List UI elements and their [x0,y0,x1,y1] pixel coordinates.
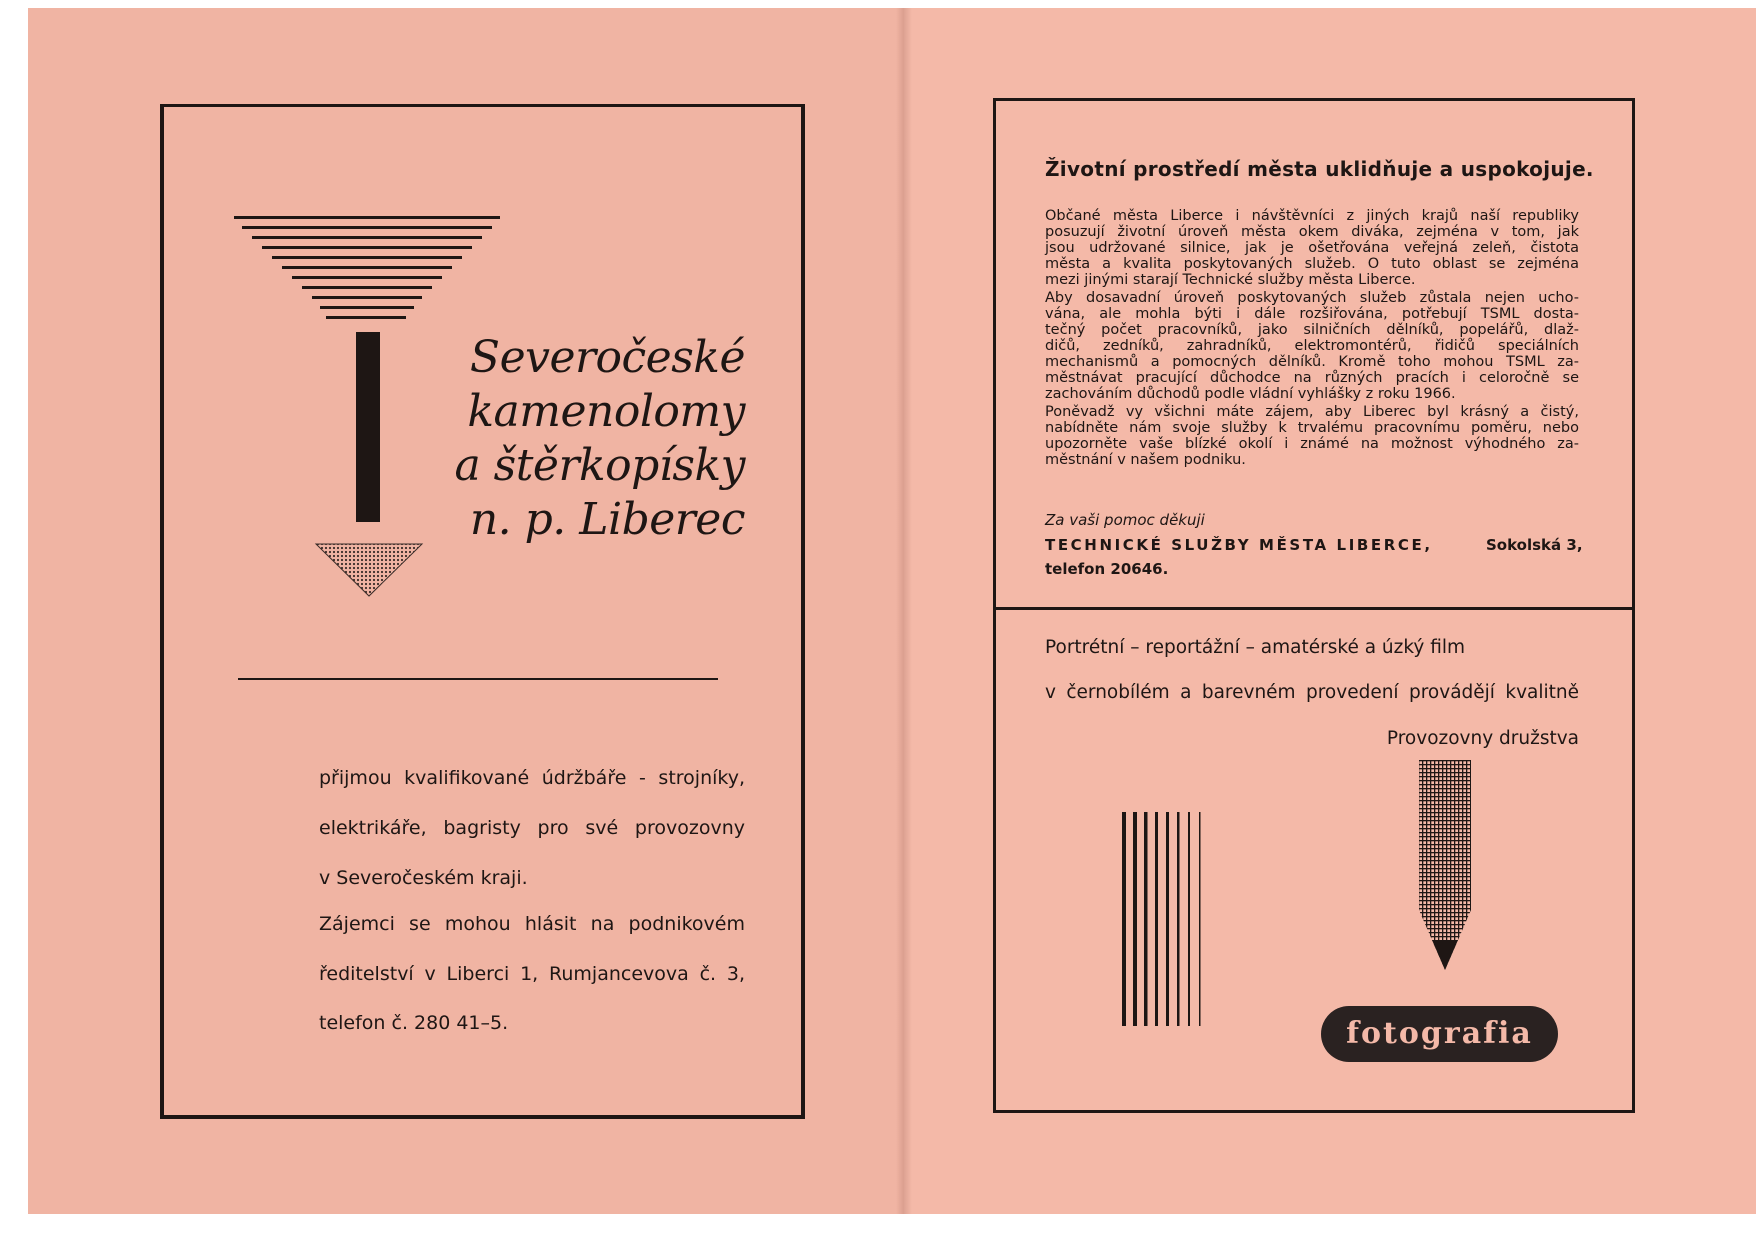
right-ad-body-line: nabídněte nám svoje služby k trvalému pracovnímu poměru, nebo [1045,420,1579,436]
right-ad-body-line: dičů, zedníků, zahradníků, elektromontérů, řidičů speciálních [1045,338,1579,354]
pencil-grid-icon [1418,760,1472,970]
right-ad-signature-name: TECHNICKÉ SLUŽBY MĚSTA LIBERCE, [1045,536,1433,554]
company-name-line: Severočeské [469,332,745,383]
right-ad-body-line: města a kvalita poskytovaných služeb. O tuto oblast se zejména [1045,256,1579,272]
right-ad-body-line: upozorněte vaše blízké okolí i známé na možnost výhodného za- [1045,436,1579,452]
right-ad-body-line: mechanismů a pomocných dělníků. Kromě toho mohou TSML za- [1045,354,1579,370]
company-name-line: a štěrkopísky [454,440,745,491]
right-ad-closing: Za vaši pomoc děkuji [1045,511,1205,529]
right-ad-body-line: městnávat pracující důchodce na různých pracích i celoročně se [1045,370,1579,386]
right-ad-body-line: tečný počet pracovníků, jako silničních dělníků, popelářů, dlaž- [1045,322,1579,338]
right-ad-signature-address: Sokolská 3, [1486,536,1583,554]
right-ad-body-line: Aby dosavadní úroveň poskytovaných služeb zůstala nejen ucho- [1045,290,1579,306]
right-ad-signature-phone: telefon 20646. [1045,560,1169,578]
left-ad-body-line: v Severočeském kraji. [319,867,528,889]
photo-ad-line: Provozovny družstva [1386,728,1579,749]
fotografia-logo: fotografia [1321,1006,1558,1062]
left-ad-divider [238,678,718,680]
book-gutter [896,8,912,1214]
photo-ad-line: v černobílém a barevném provedení provádějí kvalitně [1045,682,1579,703]
right-ad-body-line: vána, ale mohla býti i dále rozšiřována, potřebují TSML dosta- [1045,306,1579,322]
film-strip-lines-icon [1122,812,1208,1028]
right-ad-body-line: jsou udržované silnice, jak je ošetřována veřejná zeleň, čistota [1045,240,1579,256]
left-ad-body-line: ředitelství v Liberci 1, Rumjancevova č. 3, [319,963,745,985]
left-ad-body-line: telefon č. 280 41–5. [319,1012,509,1034]
right-ad-body-line: mezi jinými starají Technické služby města Liberce. [1045,272,1416,288]
left-ad-body-line: přijmou kvalifikované údržbáře - strojníky, [319,767,745,789]
left-ad-body-line: Zájemci se mohou hlásit na podnikovém [319,913,745,935]
right-ad-body-line: zachováním důchodů podle vládní vyhlášky z roku 1966. [1045,386,1456,402]
right-ad-headline: Životní prostředí města uklidňuje a uspokojuje. [1045,157,1594,181]
company-name-line: kamenolomy [467,386,745,437]
right-ad-body-line: Občané města Liberce i návštěvníci z jiných krajů naší republiky [1045,208,1579,224]
left-ad-body-line: elektrikáře, bagristy pro své provozovny [319,817,745,839]
photo-ad-line: Portrétní – reportážní – amatérské a úzký film [1045,637,1466,658]
right-ad-body-line: posuzují životní úroveň města okem diváka, zejména v tom, jak [1045,224,1579,240]
company-name-line: n. p. Liberec [469,494,745,545]
right-ad-body-line: městnání v našem podniku. [1045,452,1246,468]
right-ad-body-line: Poněvadž vy všichni máte zájem, aby Liberec byl krásný a čistý, [1045,404,1579,420]
